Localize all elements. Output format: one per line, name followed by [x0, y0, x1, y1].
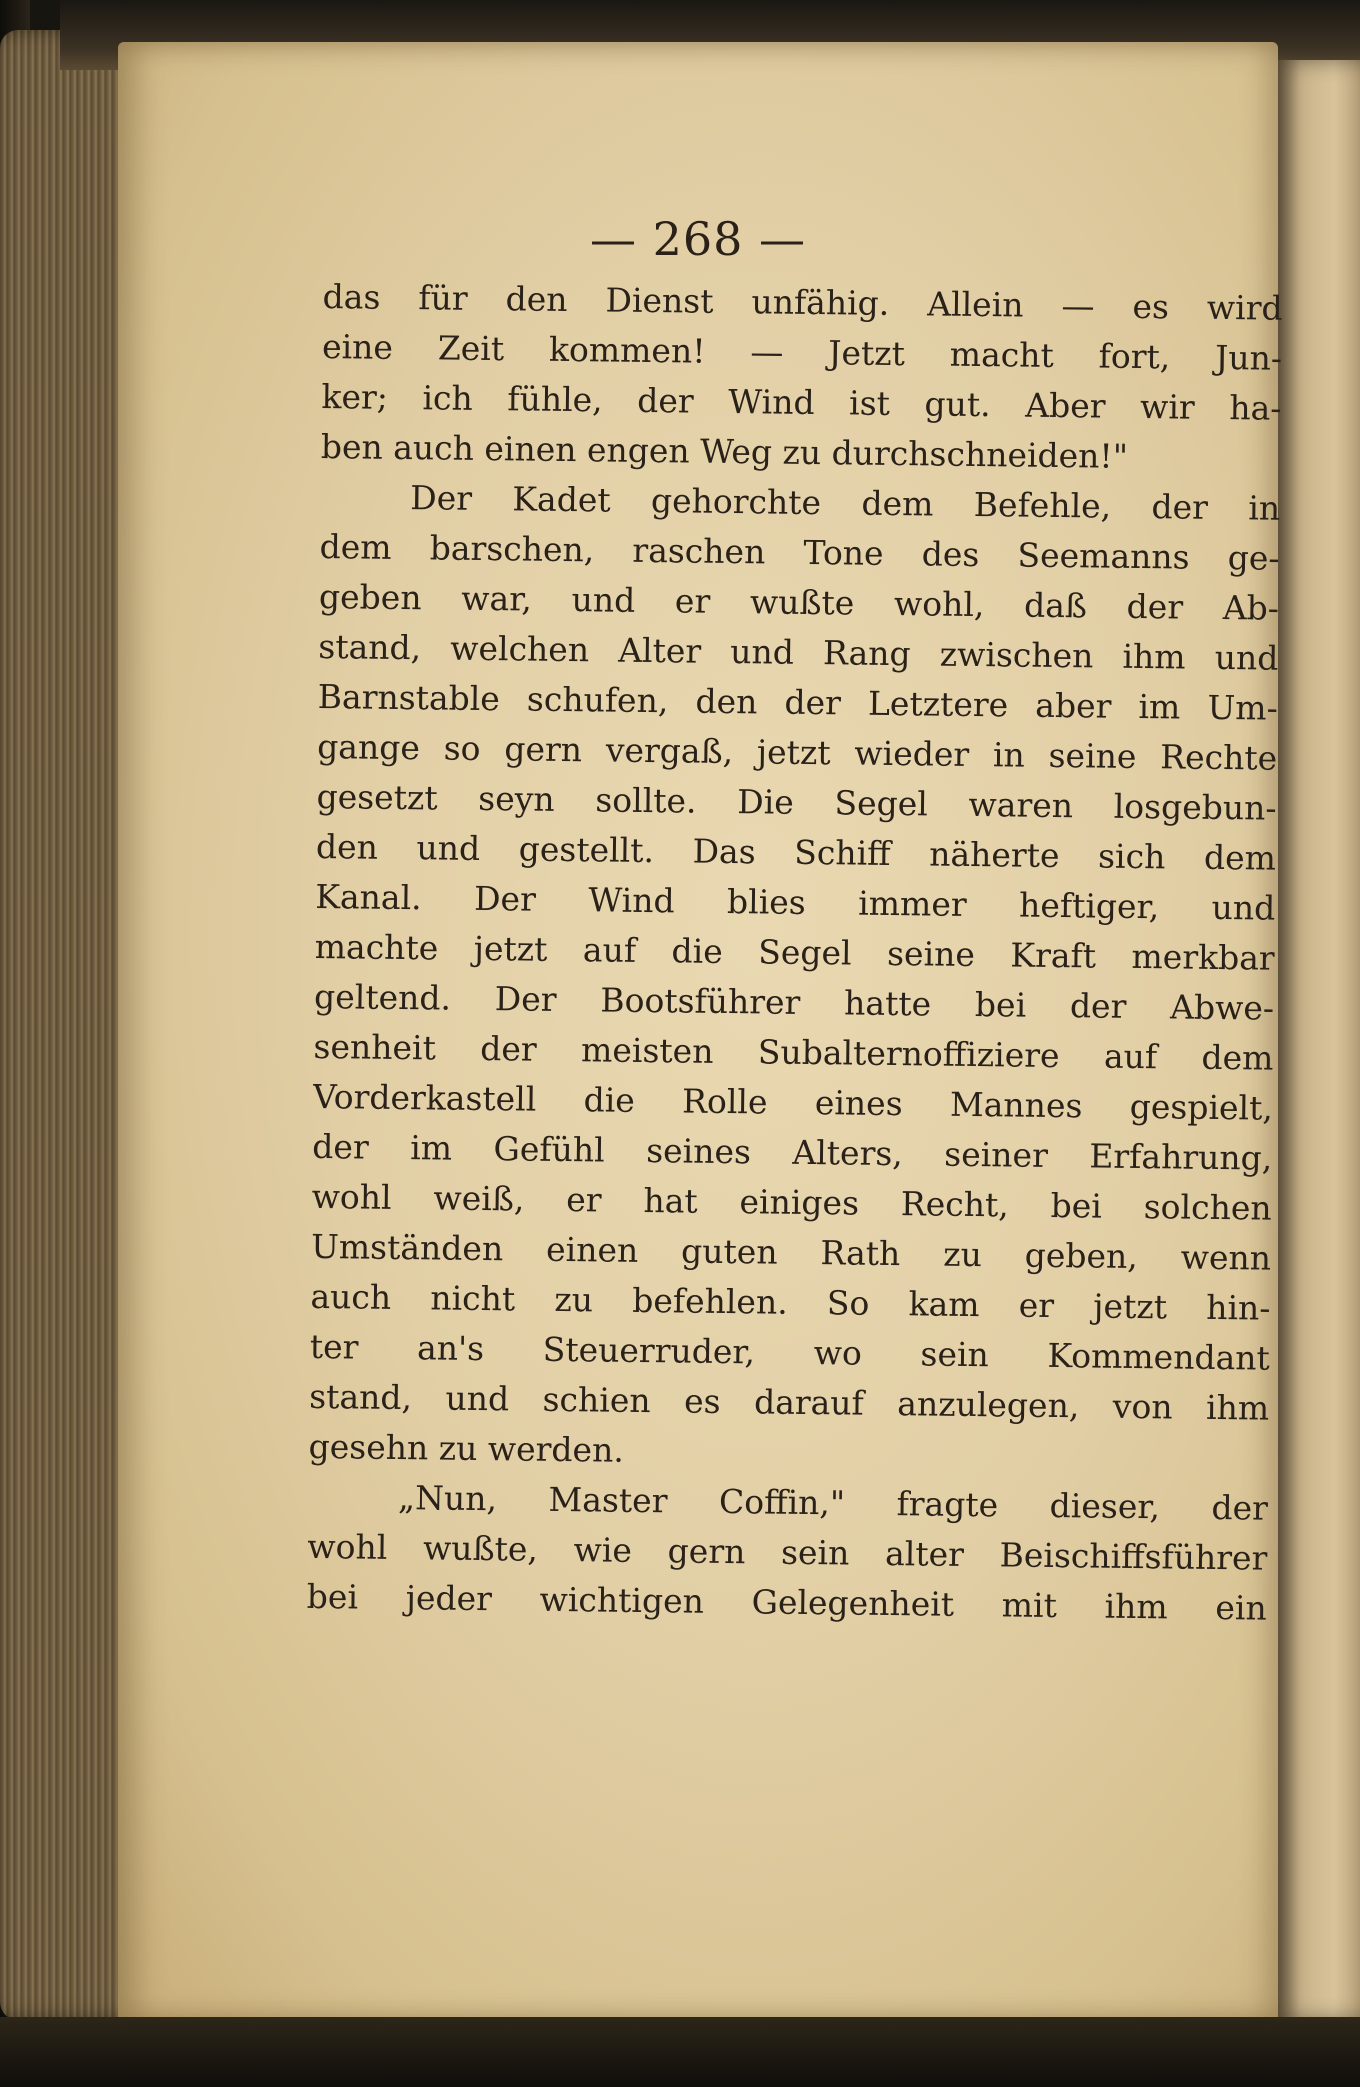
text-line: „Nun, Master Coffin," fragte dieser, der [397, 1478, 1269, 1528]
text-line: machte jetzt auf die Segel seine Kraft merkbar [314, 926, 1275, 978]
text-line: wohl wußte, wie gern sein alter Beischiffsführer [307, 1526, 1268, 1578]
text-line: senheit der meisten Subalternoffiziere auf dem [313, 1026, 1274, 1078]
text-line: ter an's Steuerruder, wo sein Kommendant [309, 1326, 1271, 1378]
page-number: — 268 — [589, 212, 807, 266]
body-text [307, 272, 1283, 1634]
text-line: dem barschen, raschen Tone des Seemanns ge- [319, 526, 1280, 578]
text-line: bei jeder wichtigen Gelegenheit mit ihm ein [306, 1576, 1267, 1628]
text-line: eine Zeit kommen! — Jetzt macht fort, Jun- [321, 326, 1283, 378]
text-line: wohl weiß, er hat einiges Recht, bei solchen [311, 1176, 1272, 1228]
bottom-shadow [0, 2017, 1360, 2087]
text-line: gesehn zu werden. [308, 1426, 625, 1470]
text-line: den und gestellt. Das Schiff näherte sich dem [315, 826, 1277, 878]
facing-page-edge [1275, 60, 1360, 2020]
text-line: stand, welchen Alter und Rang zwischen ihm und [318, 626, 1279, 678]
text-line: auch nicht zu befehlen. So kam er jetzt hin- [310, 1276, 1271, 1328]
text-line: Umständen einen guten Rath zu geben, wenn [310, 1226, 1272, 1278]
text-line: das für den Dienst unfähig. Allein — es wird [322, 276, 1283, 328]
text-line: geltend. Der Bootsführer hatte bei der Abwe- [313, 976, 1275, 1028]
text-line: geben war, und er wußte wohl, daß der Ab- [318, 576, 1280, 628]
text-line: gesetzt seyn sollte. Die Segel waren losgebun- [316, 776, 1277, 828]
text-line: der im Gefühl seines Alters, seiner Erfahrung, [312, 1126, 1273, 1178]
text-line: Vorderkastell die Rolle eines Mannes gespielt, [312, 1076, 1274, 1128]
text-line: Kanal. Der Wind blies immer heftiger, und [315, 876, 1276, 928]
book-page [118, 42, 1283, 2022]
text-line: ben auch einen engen Weg zu durchschneiden!" [320, 426, 1129, 476]
text-line: stand, und schien es darauf anzulegen, von ihm [309, 1376, 1270, 1428]
text-line: gange so gern vergaß, jetzt wieder in seine Rechte [316, 726, 1278, 778]
text-line: Barnstable schufen, den der Letztere aber im Um- [317, 676, 1278, 728]
text-line: Der Kadet gehorchte dem Befehle, der in [410, 478, 1281, 528]
text-line: ker; ich fühle, der Wind ist gut. Aber wir ha- [321, 376, 1282, 428]
